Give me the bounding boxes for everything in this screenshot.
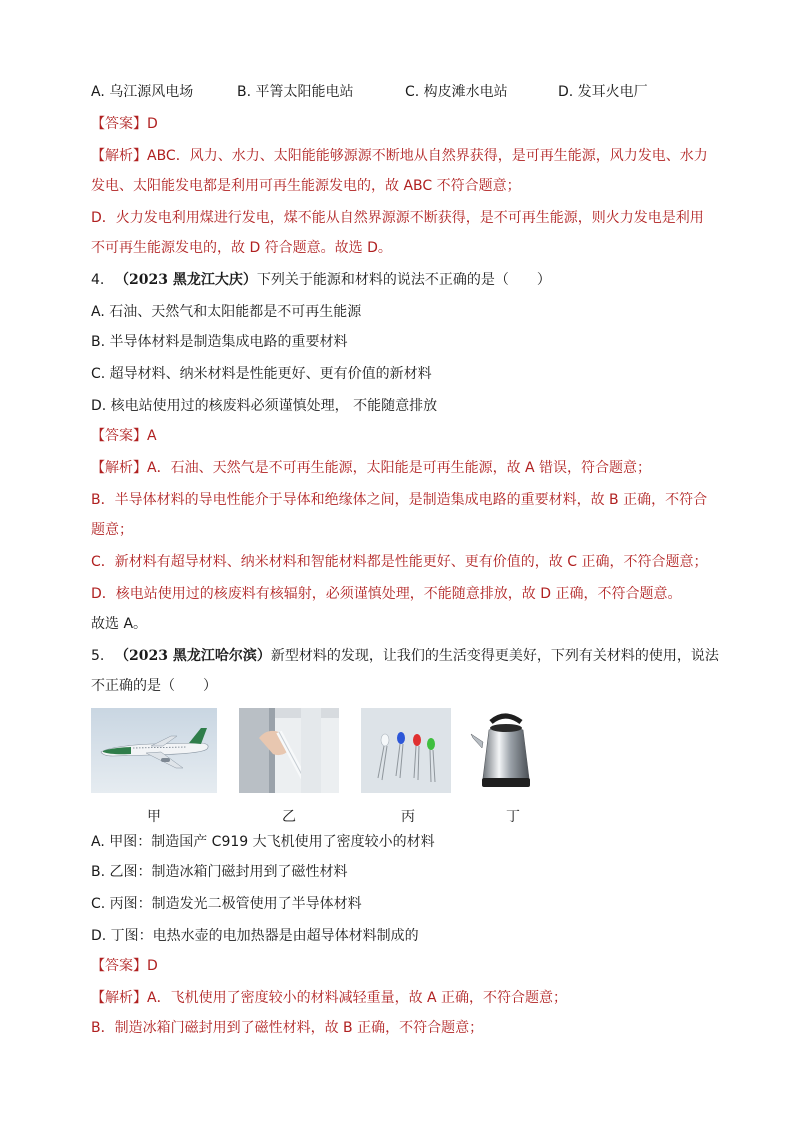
q4-source: （2023 黑龙江大庆） xyxy=(115,272,257,288)
q4-option-a: A. 石油、天然气和太阳能都是不可再生能源 xyxy=(91,304,362,320)
q4-option-d: D. 核电站使用过的核废料必须谨慎处理， 不能随意排放 xyxy=(91,398,438,414)
q3-option-d: D. 发耳火电厂 xyxy=(558,84,648,100)
q5-stem-text: 新型材料的发现，让我们的生活变得更美好，下列有关材料的使用，说法 xyxy=(270,648,719,664)
q4-analysis-line: 【解析】A．石油、天然气是不可再生能源，太阳能是可再生能源，故 A 错误，符合题意； xyxy=(91,460,652,476)
q4-analysis-line: B．半导体材料的导电性能介于导体和绝缘体之间，是制造集成电路的重要材料，故 B 正确，不符合 xyxy=(91,492,708,508)
q5-stem xyxy=(91,646,719,666)
q4-answer: 【答案】A xyxy=(91,428,157,444)
q3-options xyxy=(91,81,711,101)
fridge-door-photo xyxy=(239,708,339,793)
q4-number: 4. xyxy=(91,272,105,288)
airplane-photo xyxy=(91,708,217,793)
q5-stem-line2: 不正确的是（ ） xyxy=(91,678,217,694)
q3-analysis-line: 发电、太阳能发电都是利用可再生能源发电的，故 ABC 不符合题意； xyxy=(91,178,521,194)
q5-option-a: A. 甲图：制造国产 C919 大飞机使用了密度较小的材料 xyxy=(91,834,435,850)
q4-option-b: B. 半导体材料是制造集成电路的重要材料 xyxy=(91,334,348,350)
led-photo xyxy=(361,708,451,793)
q5-option-d: D. 丁图：电热水壶的电加热器是由超导体材料制成的 xyxy=(91,928,419,944)
q4-conclusion: 故选 A。 xyxy=(91,616,148,632)
kettle-photo xyxy=(469,708,541,793)
q4-analysis-line: 题意； xyxy=(91,522,133,538)
caption-bing: 丙 xyxy=(401,809,415,825)
q3-option-a: A. 乌江源风电场 xyxy=(91,84,194,100)
q4-analysis-line: C．新材料有超导材料、纳米材料和智能材料都是性能更好、更有价值的，故 C 正确，不符合题意； xyxy=(91,554,708,570)
q3-option-c: C. 构皮滩水电站 xyxy=(405,84,508,100)
q4-option-c: C. 超导材料、纳米材料是性能更好、更有价值的新材料 xyxy=(91,366,432,382)
q5-source: （2023 黑龙江哈尔滨） xyxy=(115,648,271,664)
q5-analysis-line: B．制造冰箱门磁封用到了磁性材料，故 B 正确，不符合题意； xyxy=(91,1020,484,1036)
q3-answer: 【答案】D xyxy=(91,116,158,132)
q4-analysis-line: D．核电站使用过的核废料有核辐射，必须谨慎处理，不能随意排放，故 D 正确，不符合题意。 xyxy=(91,586,682,602)
q3-analysis-line: 不可再生能源发电的，故 D 符合题意。故选 D。 xyxy=(91,240,392,256)
q3-option-b: B. 平箐太阳能电站 xyxy=(237,84,354,100)
q5-answer: 【答案】D xyxy=(91,958,158,974)
q4-stem xyxy=(91,270,551,290)
caption-ding: 丁 xyxy=(506,809,520,825)
q5-option-b: B. 乙图：制造冰箱门磁封用到了磁性材料 xyxy=(91,864,348,880)
q5-option-c: C. 丙图：制造发光二极管使用了半导体材料 xyxy=(91,896,362,912)
q5-figures xyxy=(91,708,541,828)
q5-number: 5. xyxy=(91,648,105,664)
caption-yi: 乙 xyxy=(282,809,296,825)
caption-jia: 甲 xyxy=(147,809,161,825)
q4-stem-text: 下列关于能源和材料的说法不正确的是（ ） xyxy=(256,272,551,288)
q3-analysis-line: 【解析】ABC．风力、水力、太阳能能够源源不断地从自然界获得，是可再生能源，风力发电、水力 xyxy=(91,148,708,164)
q3-analysis-line: D．火力发电利用煤进行发电，煤不能从自然界源源不断获得，是不可再生能源，则火力发电是利用 xyxy=(91,210,704,226)
q5-analysis-line: 【解析】A．飞机使用了密度较小的材料减轻重量，故 A 正确，不符合题意； xyxy=(91,990,568,1006)
